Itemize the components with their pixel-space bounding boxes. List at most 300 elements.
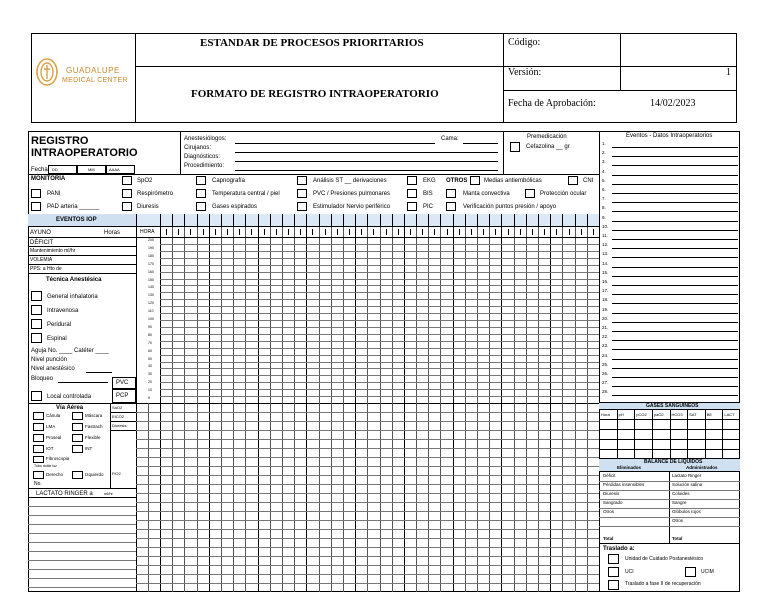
low-col-line	[282, 403, 283, 592]
diuresis-label: Diuresis	[137, 204, 159, 210]
pvc-checkbox[interactable]	[297, 189, 307, 198]
event-number: 21.	[602, 325, 609, 330]
event-line[interactable]	[612, 368, 738, 369]
pic-checkbox[interactable]	[407, 202, 417, 211]
derecho-checkbox[interactable]	[33, 471, 44, 479]
tick	[495, 229, 496, 235]
balance-row-line	[599, 517, 740, 518]
balance-right-item: Otros	[672, 518, 684, 523]
event-line[interactable]	[612, 175, 738, 176]
low-col-line	[221, 403, 222, 592]
pani-checkbox[interactable]	[31, 189, 41, 198]
event-number: 10.	[602, 223, 609, 229]
event-col-line	[367, 214, 368, 227]
respirometro-label: Respirómetro	[137, 191, 174, 197]
scale-label: 5	[148, 396, 150, 400]
ekg-checkbox[interactable]	[407, 176, 417, 185]
event-line[interactable]	[612, 294, 738, 295]
event-line[interactable]	[612, 221, 738, 222]
cni-checkbox[interactable]	[568, 176, 578, 185]
balance-right-item: Solución salina	[672, 482, 703, 487]
gases-col-header: BE	[706, 412, 713, 417]
event-line[interactable]	[612, 377, 738, 378]
event-line[interactable]	[612, 211, 738, 212]
event-col-line	[282, 214, 283, 227]
low-col-line	[526, 403, 527, 592]
tick	[386, 229, 387, 235]
grid-row-line	[160, 396, 599, 397]
fase2-checkbox[interactable]	[608, 580, 619, 590]
verificacion-checkbox[interactable]	[446, 202, 456, 211]
grid-col-line	[306, 227, 307, 403]
aaaa-label: AAAA	[109, 167, 120, 172]
estimulador-label: Estimulador Nervio periférico	[313, 204, 391, 210]
cni-label: CNI	[583, 178, 594, 184]
low-col-line	[501, 403, 502, 592]
low-col-line	[416, 403, 417, 592]
gases-col-header: SAT	[689, 412, 697, 417]
low-col-line	[428, 403, 429, 592]
balance-row-line	[599, 508, 740, 509]
low-col-line	[453, 403, 454, 592]
verificacion-label: Verificación puntos presión / apoyo	[463, 204, 557, 210]
diuresis-checkbox[interactable]	[122, 202, 132, 211]
event-number: 18.	[602, 297, 609, 303]
grid-col-line	[367, 227, 368, 403]
low-col-line	[172, 403, 173, 592]
estimulador-checkbox[interactable]	[297, 202, 307, 211]
fecha-aprobacion-value: 14/02/2023	[650, 98, 696, 109]
gases-row-line[interactable]	[599, 429, 740, 430]
event-col-line	[538, 214, 539, 227]
balance-left-item: Sangrado	[603, 500, 623, 505]
grid-col-line	[489, 227, 490, 403]
event-line[interactable]	[612, 276, 738, 277]
tick	[166, 229, 167, 235]
low-col-line	[306, 403, 307, 592]
grid-row-line	[160, 265, 599, 266]
tick	[544, 229, 545, 235]
event-col-line	[404, 214, 405, 227]
grid-col-line	[465, 227, 466, 403]
grid-col-line	[477, 227, 478, 403]
event-col-line	[526, 214, 527, 227]
balance-right-item: Coloides	[672, 491, 690, 496]
event-line[interactable]	[612, 395, 738, 396]
low-row-line	[136, 511, 599, 512]
event-line[interactable]	[612, 267, 738, 268]
peridural-checkbox[interactable]	[31, 319, 42, 329]
gases-col-header: HCO3	[671, 412, 683, 417]
institution-name-1: GUADALUPE	[66, 66, 120, 75]
tick	[337, 229, 338, 235]
grid-row-line	[160, 368, 599, 369]
ayuno-label: AYUNO	[30, 230, 51, 236]
lma-label: LMA	[46, 424, 56, 429]
event-col-line	[221, 214, 222, 227]
tick	[251, 229, 252, 235]
event-col-line	[453, 214, 454, 227]
grid-col-line	[404, 227, 405, 403]
event-number: 16.	[602, 279, 609, 284]
grid-row-line	[160, 341, 599, 342]
pvc-label: PVC / Presiones pulmonares	[313, 191, 391, 197]
event-number: 7.	[602, 196, 606, 202]
low-row-line	[136, 493, 599, 494]
event-number: 25.	[602, 361, 609, 367]
bis-checkbox[interactable]	[407, 189, 417, 198]
tick	[422, 229, 423, 235]
gases-col-header: Hora	[601, 412, 610, 417]
fluid-row-line	[28, 533, 136, 534]
analisis-label: Análisis ST __ derivaciones	[313, 178, 387, 184]
fluid-row-line	[28, 515, 136, 516]
event-line[interactable]	[612, 147, 738, 148]
ucim-checkbox[interactable]	[685, 567, 696, 577]
canula-checkbox[interactable]	[33, 412, 44, 420]
grid-col-line	[501, 227, 502, 403]
tick	[373, 229, 374, 235]
grid-col-line	[416, 227, 417, 403]
event-col-line	[575, 214, 576, 227]
balance-right-item: Lactato Ringer	[672, 473, 702, 478]
registro-title-2: INTRAOPERATORIO	[31, 147, 138, 159]
tecnica-title: Técnica Anestésica	[46, 277, 102, 283]
grid-col-line	[599, 227, 600, 403]
scale-label: 170	[148, 261, 154, 266]
fluid-row-line	[28, 560, 136, 561]
event-col-line	[306, 214, 307, 227]
medias-checkbox[interactable]	[470, 176, 480, 185]
proteccion-checkbox[interactable]	[525, 189, 535, 198]
low-col-line	[343, 403, 344, 592]
grid-col-line	[587, 227, 588, 403]
event-line[interactable]	[612, 359, 738, 360]
fibroscopia-checkbox[interactable]	[33, 456, 44, 463]
pad-label: PAD arteria ______	[47, 204, 100, 210]
fio2-label: FiO2	[112, 471, 121, 476]
pcp-label: PCP	[116, 393, 129, 399]
event-line[interactable]	[612, 239, 738, 240]
grid-col-line	[562, 227, 563, 403]
event-number: 12.	[602, 242, 609, 248]
eventos-datos-title: Eventos - Datos Intraoperatorios	[626, 133, 713, 139]
grid-col-line	[514, 227, 515, 403]
grid-row-line	[160, 355, 599, 356]
tick	[239, 229, 240, 235]
balance-left-item: Pérdidas insensibles	[603, 482, 645, 487]
event-col-line	[587, 214, 588, 227]
low-row-line	[136, 574, 599, 575]
low-col-line	[599, 403, 600, 592]
low-col-line	[465, 403, 466, 592]
manta-checkbox[interactable]	[446, 189, 456, 198]
fluid-row-line	[28, 587, 136, 588]
event-col-line	[477, 214, 478, 227]
tick	[190, 229, 191, 235]
gases-col-line	[634, 410, 635, 458]
cefazolina-checkbox[interactable]	[510, 142, 520, 152]
tick	[459, 229, 460, 235]
grid-col-line	[172, 227, 173, 403]
event-col-line	[550, 214, 551, 227]
peridural-label: Peridural	[47, 322, 72, 328]
event-line[interactable]	[612, 230, 738, 231]
nivel-puncion-label: Nivel punción	[31, 357, 68, 363]
bis-label: BIS	[423, 191, 433, 197]
event-col-line	[209, 214, 210, 227]
event-line[interactable]	[612, 202, 738, 203]
anestesiologos-label: Anestesiólogos:	[184, 136, 227, 142]
tick	[178, 229, 179, 235]
scale-label: 30	[148, 372, 152, 377]
grid-col-line	[343, 227, 344, 403]
event-col-line	[160, 214, 161, 227]
fluid-row-line	[28, 569, 136, 570]
balance-total-right: Total	[672, 536, 683, 541]
low-row-line	[136, 547, 599, 548]
event-number: 28.	[602, 389, 609, 395]
low-col-line	[367, 403, 368, 592]
event-number: 3.	[602, 159, 606, 165]
tick	[398, 229, 399, 235]
derecho-label: Derecho	[46, 472, 64, 477]
fastrach-checkbox[interactable]	[72, 423, 83, 431]
low-col-line	[404, 403, 405, 592]
event-number: 26.	[602, 371, 609, 376]
grid-row-line	[160, 279, 599, 280]
event-line[interactable]	[612, 165, 738, 166]
grid-col-line	[550, 227, 551, 403]
horas-label: Horas	[104, 230, 121, 236]
balance-left-item: Déficit	[603, 473, 616, 478]
general-checkbox[interactable]	[31, 291, 42, 301]
balance-right-item: Glóbulos rojos	[672, 509, 701, 514]
scale-label: 80	[148, 332, 152, 337]
event-line[interactable]	[612, 340, 738, 341]
spo2-checkbox[interactable]	[122, 176, 132, 185]
grid-col-line	[197, 227, 198, 403]
event-number: 22.	[602, 334, 609, 340]
balance-row-line	[599, 526, 740, 527]
registro-title-1: REGISTRO	[31, 135, 89, 147]
grid-row-line	[160, 375, 599, 376]
event-line[interactable]	[612, 322, 738, 323]
grid-row-line	[160, 320, 599, 321]
grid-col-line	[282, 227, 283, 403]
balance-row-line	[599, 490, 740, 491]
cefazolina-label: Cefazolina __ gr	[526, 144, 570, 150]
low-row-line	[136, 475, 599, 476]
respirometro-checkbox[interactable]	[122, 189, 132, 198]
event-col-line	[184, 214, 185, 227]
volemia-label: VOLEMIA	[30, 257, 53, 263]
gases-checkbox[interactable]	[196, 202, 206, 211]
grid-row-line	[160, 272, 599, 273]
event-line[interactable]	[612, 184, 738, 185]
espinal-label: Espinal	[47, 336, 67, 342]
event-col-line	[258, 214, 259, 227]
event-line[interactable]	[612, 193, 738, 194]
eliminados-label: Eliminados	[617, 465, 642, 470]
fecha-aprobacion-label: Fecha de Aprobación:	[508, 98, 596, 109]
tick	[447, 229, 448, 235]
grid-row-line	[160, 258, 599, 259]
tick	[434, 229, 435, 235]
event-line[interactable]	[612, 156, 738, 157]
scale-label: 70	[148, 340, 152, 345]
grid-col-line	[392, 227, 393, 403]
balance-title: BALANCE DE LÍQUIDOS	[644, 459, 703, 465]
event-line[interactable]	[612, 386, 738, 387]
event-col-line	[343, 214, 344, 227]
via-aerea-title: Vía Aérea	[56, 405, 84, 411]
iot-label: IOT	[46, 446, 54, 451]
grid-row-line	[160, 306, 599, 307]
event-line[interactable]	[612, 248, 738, 249]
int-checkbox[interactable]	[72, 445, 83, 453]
grid-row-line	[160, 348, 599, 349]
tick	[471, 229, 472, 235]
grid-col-line	[453, 227, 454, 403]
scale-label: 10	[148, 388, 152, 393]
low-col-line	[477, 403, 478, 592]
event-line[interactable]	[612, 313, 738, 314]
event-col-line	[331, 214, 332, 227]
grid-row-line	[160, 334, 599, 335]
flexible-checkbox[interactable]	[72, 434, 83, 442]
event-col-line	[562, 214, 563, 227]
grid-col-line	[209, 227, 210, 403]
pad-checkbox[interactable]	[31, 202, 41, 211]
hora-label: HORA	[140, 229, 155, 235]
event-line[interactable]	[612, 303, 738, 304]
analisis-checkbox[interactable]	[297, 176, 307, 185]
izquierdo-checkbox[interactable]	[72, 471, 83, 479]
gases-col-line	[687, 410, 688, 458]
event-number: 11.	[602, 233, 608, 238]
tick	[556, 229, 557, 235]
event-number: 23.	[602, 343, 609, 349]
temperatura-checkbox[interactable]	[196, 189, 206, 198]
gases-col-line	[652, 410, 653, 458]
grid-row-line	[160, 251, 599, 252]
gases-col-header: paO2	[653, 412, 664, 417]
gases-col-line	[722, 410, 723, 458]
ucim-label: UCIM	[701, 569, 714, 575]
diuresis-low-label: Diuresis	[112, 423, 127, 428]
mascara-checkbox[interactable]	[72, 412, 83, 420]
low-row-line	[136, 556, 599, 557]
low-row-line	[136, 439, 599, 440]
event-number: 6.	[602, 187, 606, 192]
monitoria-title: MONITORÍA	[31, 176, 66, 182]
event-line[interactable]	[612, 285, 738, 286]
scale-label: 50	[148, 356, 152, 361]
gases-col-header: pCO2	[636, 412, 647, 417]
low-col-line	[258, 403, 259, 592]
gases-row-line[interactable]	[599, 439, 740, 440]
low-col-line	[197, 403, 198, 592]
low-col-line	[489, 403, 490, 592]
tick	[581, 229, 582, 235]
event-col-line	[172, 214, 173, 227]
tick	[325, 229, 326, 235]
gases-row-line[interactable]	[599, 449, 740, 450]
event-number: 13.	[602, 251, 609, 257]
grid-row-line	[160, 244, 599, 245]
gases-col-line	[705, 410, 706, 458]
local-checkbox[interactable]	[31, 391, 42, 401]
pani-label: PANI	[47, 191, 61, 197]
intravenosa-checkbox[interactable]	[31, 305, 42, 315]
pic-label: PIC	[423, 204, 434, 210]
grid-col-line	[270, 227, 271, 403]
cirujanos-label: Cirujanos:	[184, 145, 212, 151]
low-col-line	[233, 403, 234, 592]
intravenosa-label: Intravenosa	[47, 308, 79, 314]
grid-col-line	[160, 227, 161, 403]
event-number: 5.	[602, 177, 606, 183]
cama-label: Cama:	[441, 136, 459, 142]
scale-label: 200	[148, 238, 154, 242]
event-number: 20.	[602, 315, 609, 321]
event-col-line	[440, 214, 441, 227]
grid-col-line	[233, 227, 234, 403]
aguja-label: Aguja No. ____ Catéter ____	[31, 348, 109, 354]
etco2-label: EtCO2	[112, 414, 125, 419]
gases-row-line[interactable]	[599, 419, 740, 420]
grid-row-line	[160, 313, 599, 314]
fluid-row-line	[28, 506, 136, 507]
low-row-line	[136, 430, 599, 431]
no-label: No.	[34, 481, 42, 487]
pps-label: PPS: a Hto de	[30, 266, 62, 272]
local-label: Local controlada	[47, 394, 92, 400]
balance-left-item: Otros	[603, 509, 615, 514]
espinal-checkbox[interactable]	[31, 333, 42, 343]
proseal-label: Proseal	[46, 435, 62, 440]
ucpa-checkbox[interactable]	[608, 554, 619, 564]
sao2-label: SaO2	[112, 405, 123, 410]
tick	[203, 229, 204, 235]
event-line[interactable]	[612, 349, 738, 350]
low-col-line	[562, 403, 563, 592]
fase2-label: Traslado a fase II de recuperación	[625, 581, 701, 587]
lma-checkbox[interactable]	[33, 423, 44, 431]
tick	[532, 229, 533, 235]
scale-label: 40	[148, 364, 152, 369]
low-row-line	[136, 448, 599, 449]
proteccion-label: Protección ocular	[540, 191, 587, 197]
event-number: 4.	[602, 168, 606, 174]
deficit-label: DÉFICIT	[30, 240, 54, 246]
low-row-line	[136, 412, 599, 413]
capnografia-checkbox[interactable]	[196, 176, 206, 185]
low-col-line	[294, 403, 295, 592]
proseal-checkbox[interactable]	[33, 434, 44, 442]
event-col-line	[294, 214, 295, 227]
event-line[interactable]	[612, 331, 738, 332]
fibroscopia-label: Fibroscopia	[46, 456, 70, 461]
low-col-line	[514, 403, 515, 592]
event-number: 8.	[602, 205, 606, 211]
event-line[interactable]	[612, 257, 738, 258]
iot-checkbox[interactable]	[33, 445, 44, 453]
uci-checkbox[interactable]	[608, 567, 619, 577]
version-label: Versión:	[508, 67, 542, 78]
tick	[349, 229, 350, 235]
